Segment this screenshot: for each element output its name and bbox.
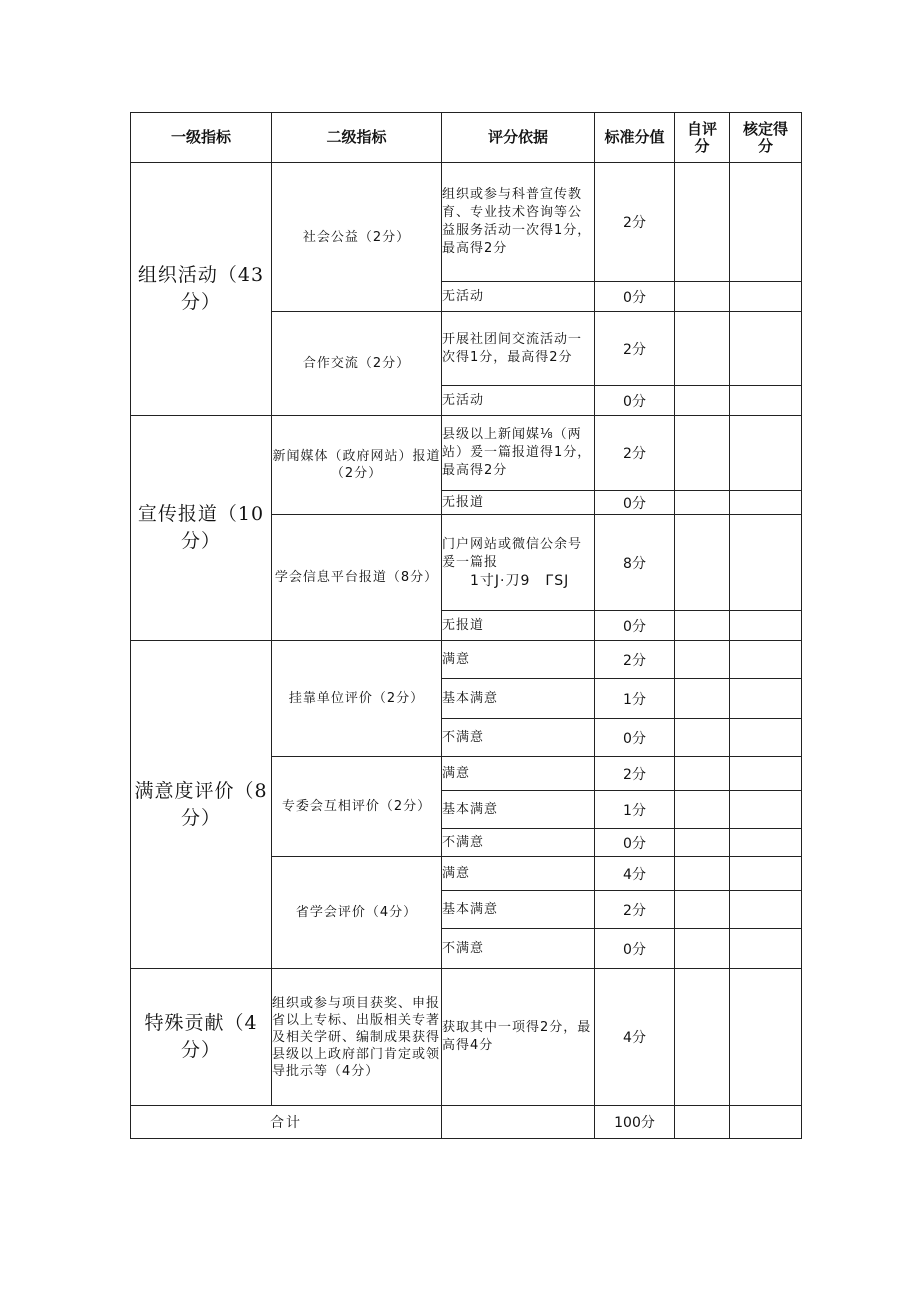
verified-score-cell[interactable] — [730, 969, 802, 1106]
scoring-basis: 不满意 — [442, 829, 595, 857]
verified-score-cell[interactable] — [730, 282, 802, 312]
standard-score: 0分 — [595, 719, 675, 757]
self-score-cell[interactable] — [675, 312, 730, 386]
standard-score: 2分 — [595, 163, 675, 282]
verified-score-cell[interactable] — [730, 719, 802, 757]
standard-score: 2分 — [595, 312, 675, 386]
scoring-basis: 基本满意 — [442, 891, 595, 929]
scoring-basis: 基本满意 — [442, 679, 595, 719]
self-score-cell[interactable] — [675, 891, 730, 929]
self-score-cell[interactable] — [675, 757, 730, 791]
self-score-cell[interactable] — [675, 679, 730, 719]
verified-score-cell[interactable] — [730, 386, 802, 416]
standard-score: 0分 — [595, 282, 675, 312]
header-primary: 一级指标 — [131, 113, 272, 163]
scoring-basis: 满意 — [442, 641, 595, 679]
verified-score-cell[interactable] — [730, 491, 802, 515]
scoring-basis: 组织或参与科普宣传教育、专业技术咨询等公益服务活动一次得1分，最高得2分 — [442, 163, 595, 282]
self-score-cell[interactable] — [675, 641, 730, 679]
secondary-indicator: 组织或参与项目获奖、申报省以上专标、出版相关专著及相关学研、编制成果获得县级以上政府部门肯定或领导批示等（4分） — [272, 969, 442, 1106]
total-row — [131, 1106, 802, 1139]
self-score-cell[interactable] — [675, 515, 730, 611]
total-basis-cell — [442, 1106, 595, 1139]
verified-score-cell[interactable] — [730, 829, 802, 857]
secondary-indicator: 学会信息平台报道（8分） — [272, 515, 442, 641]
secondary-indicator: 挂靠单位评价（2分） — [272, 641, 442, 757]
secondary-indicator: 省学会评价（4分） — [272, 857, 442, 969]
self-score-cell[interactable] — [675, 282, 730, 312]
scoring-basis: 不满意 — [442, 929, 595, 969]
scoring-basis: 无报道 — [442, 611, 595, 641]
verified-score-cell[interactable] — [730, 891, 802, 929]
secondary-indicator: 社会公益（2分） — [272, 163, 442, 312]
self-score-cell[interactable] — [675, 611, 730, 641]
primary-indicator: 宣传报道（10分） — [131, 416, 272, 641]
self-score-cell[interactable] — [675, 386, 730, 416]
table-row — [131, 416, 802, 491]
scoring-basis: 门户网站或微信公余号爰一篇报 — [442, 536, 583, 570]
scoring-basis: 不满意 — [442, 719, 595, 757]
verified-score-cell[interactable] — [730, 791, 802, 829]
standard-score: 2分 — [595, 891, 675, 929]
verified-score-cell[interactable] — [730, 641, 802, 679]
standard-score: 8分 — [595, 515, 675, 611]
scoring-basis: 无活动 — [442, 282, 595, 312]
total-label: 合计 — [131, 1106, 442, 1139]
table-row — [131, 969, 802, 1106]
scoring-basis-cell — [442, 515, 595, 611]
verified-score-cell[interactable] — [730, 416, 802, 491]
scoring-basis-garbled: 1寸J·刀9 ΓSJ — [470, 572, 570, 589]
evaluation-table — [130, 112, 802, 1139]
standard-score: 0分 — [595, 386, 675, 416]
header-secondary: 二级指标 — [272, 113, 442, 163]
verified-score-cell[interactable] — [730, 679, 802, 719]
scoring-basis: 开展社团间交流活动一次得1分，最高得2分 — [442, 312, 595, 386]
primary-indicator: 特殊贡献（4分） — [131, 969, 272, 1106]
standard-score: 1分 — [595, 791, 675, 829]
scoring-basis: 无活动 — [442, 386, 595, 416]
header-standard-score: 标准分值 — [595, 113, 675, 163]
self-score-cell[interactable] — [675, 857, 730, 891]
standard-score: 2分 — [595, 757, 675, 791]
secondary-indicator: 专委会互相评价（2分） — [272, 757, 442, 857]
standard-score: 4分 — [595, 857, 675, 891]
scoring-basis: 县级以上新闻媒⅛（两站）爰一篇报道得1分，最高得2分 — [442, 416, 595, 491]
self-score-cell[interactable] — [675, 969, 730, 1106]
self-score-cell[interactable] — [675, 416, 730, 491]
verified-score-cell[interactable] — [730, 163, 802, 282]
scoring-basis: 无报道 — [442, 491, 595, 515]
scoring-basis: 满意 — [442, 757, 595, 791]
standard-score: 1分 — [595, 679, 675, 719]
self-score-cell[interactable] — [675, 929, 730, 969]
standard-score: 0分 — [595, 491, 675, 515]
scoring-basis: 满意 — [442, 857, 595, 891]
header-basis: 评分依据 — [442, 113, 595, 163]
total-score: 100分 — [595, 1106, 675, 1139]
self-score-cell[interactable] — [675, 791, 730, 829]
header-self-score: 自评分 — [675, 113, 730, 163]
self-score-cell[interactable] — [675, 163, 730, 282]
standard-score: 0分 — [595, 829, 675, 857]
standard-score: 0分 — [595, 611, 675, 641]
header-verified-score: 核定得分 — [730, 113, 802, 163]
standard-score: 2分 — [595, 641, 675, 679]
standard-score: 0分 — [595, 929, 675, 969]
primary-indicator: 满意度评价（8分） — [131, 641, 272, 969]
secondary-indicator: 新闻媒体（政府网站）报道（2分） — [272, 416, 442, 515]
verified-score-cell[interactable] — [730, 857, 802, 891]
scoring-basis: 基本满意 — [442, 791, 595, 829]
header-row — [131, 113, 802, 163]
verified-score-cell[interactable] — [730, 312, 802, 386]
self-score-cell[interactable] — [675, 829, 730, 857]
standard-score: 2分 — [595, 416, 675, 491]
table-row — [131, 163, 802, 282]
verified-score-cell[interactable] — [730, 515, 802, 611]
standard-score: 4分 — [595, 969, 675, 1106]
total-verified-score-cell[interactable] — [730, 1106, 802, 1139]
self-score-cell[interactable] — [675, 491, 730, 515]
verified-score-cell[interactable] — [730, 929, 802, 969]
scoring-basis: 获取其中一项得2分，最高得4分 — [442, 969, 595, 1106]
total-self-score-cell[interactable] — [675, 1106, 730, 1139]
verified-score-cell[interactable] — [730, 611, 802, 641]
table-row — [131, 641, 802, 679]
primary-indicator: 组织活动（43分） — [131, 163, 272, 416]
secondary-indicator: 合作交流（2分） — [272, 312, 442, 416]
verified-score-cell[interactable] — [730, 757, 802, 791]
self-score-cell[interactable] — [675, 719, 730, 757]
